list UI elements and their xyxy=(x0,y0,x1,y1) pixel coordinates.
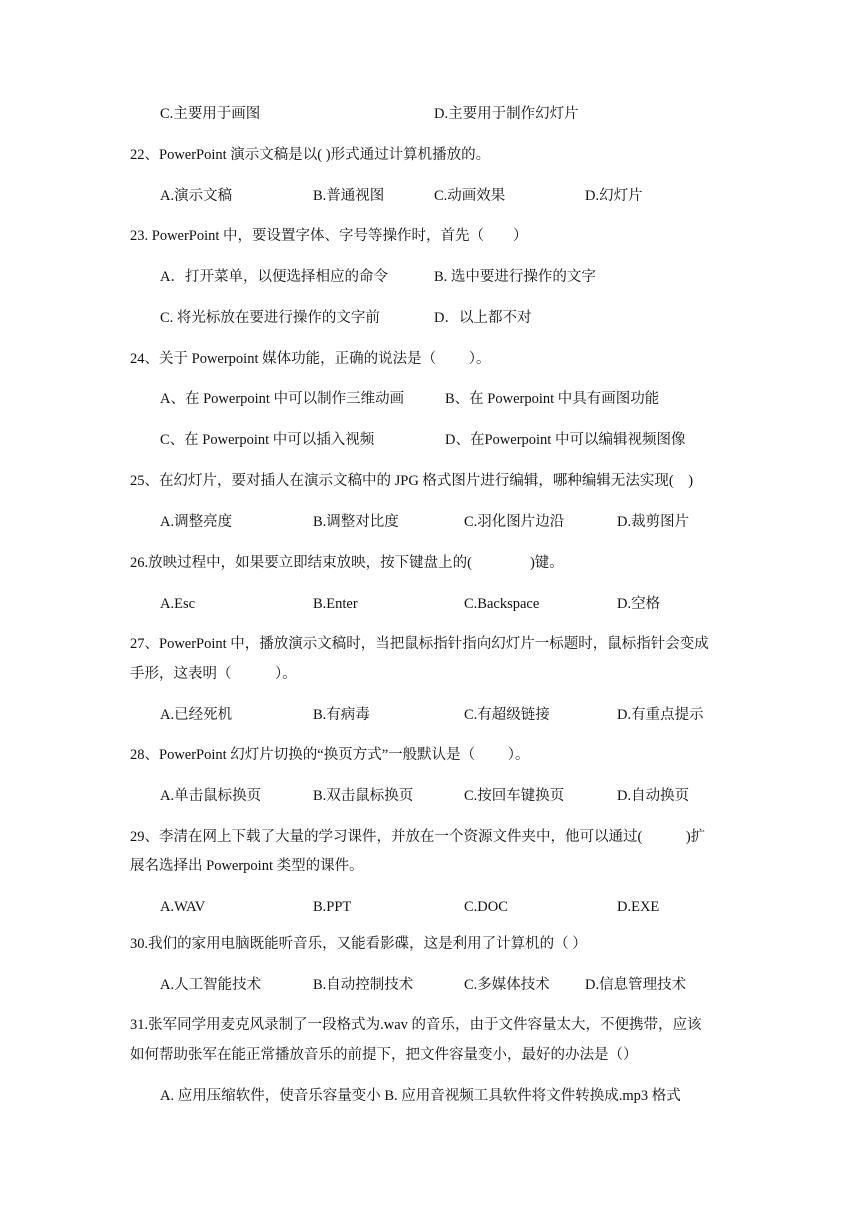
option-26-c: C.Backspace xyxy=(464,596,540,612)
question-22: 22、PowerPoint 演示文稿是以( )形式通过计算机播放的。 xyxy=(130,147,491,163)
option-28-a: A.单击鼠标换页 xyxy=(160,788,262,804)
option-21-c: C.主要用于画图 xyxy=(160,106,261,122)
option-27-a: A.已经死机 xyxy=(160,707,233,723)
question-30: 30.我们的家用电脑既能听音乐，又能看影碟，这是利用了计算机的（ ） xyxy=(130,936,587,952)
option-23-d: D．以上都不对 xyxy=(434,310,532,326)
option-23-c: C. 将光标放在要进行操作的文字前 xyxy=(160,310,380,326)
option-26-b: B.Enter xyxy=(313,596,358,612)
option-26-a: A.Esc xyxy=(160,596,196,612)
question-27-line-2: 手形，这表明（ ）。 xyxy=(130,666,297,682)
option-22-b: B.普通视图 xyxy=(313,188,385,204)
option-22-d: D.幻灯片 xyxy=(585,188,643,204)
option-25-a: A.调整亮度 xyxy=(160,514,233,530)
question-29-line-1: 29、李清在网上下载了大量的学习课件，并放在一个资源文件夹中，他可以通过( )扩 xyxy=(130,829,706,845)
option-22-a: A.演示文稿 xyxy=(160,188,233,204)
option-21-d: D.主要用于制作幻灯片 xyxy=(434,106,579,122)
option-27-d: D.有重点提示 xyxy=(617,707,704,723)
question-27-line-1: 27、PowerPoint 中，播放演示文稿时，当把鼠标指针指向幻灯片一标题时，鼠标指针会变成 xyxy=(130,636,709,652)
option-25-d: D.裁剪图片 xyxy=(617,514,690,530)
option-24-a: A、在 Powerpoint 中可以制作三维动画 xyxy=(160,391,405,407)
question-28: 28、PowerPoint 幻灯片切换的“换页方式”一般默认是（ ）。 xyxy=(130,747,530,763)
option-30-a: A.人工智能技术 xyxy=(160,977,262,993)
question-31-line-1: 31.张军同学用麦克风录制了一段格式为.wav 的音乐，由于文件容量太大，不便携带，应该 xyxy=(130,1017,702,1033)
question-29-line-2: 展名选择出 Powerpoint 类型的课件。 xyxy=(130,858,364,874)
option-24-c: C、在 Powerpoint 中可以插入视频 xyxy=(160,432,375,448)
option-29-c: C.DOC xyxy=(464,899,508,915)
option-29-a: A.WAV xyxy=(160,899,206,915)
option-31-ab: A. 应用压缩软件，使音乐容量变小 B. 应用音视频工具软件将文件转换成.mp3 格式 xyxy=(160,1088,681,1104)
option-24-d: D、在Powerpoint 中可以编辑视频图像 xyxy=(445,432,686,448)
option-30-d: D.信息管理技术 xyxy=(585,977,687,993)
question-23: 23. PowerPoint 中，要设置字体、字号等操作时，首先（ ） xyxy=(130,228,528,244)
option-25-c: C.羽化图片边沿 xyxy=(464,514,565,530)
option-26-d: D.空格 xyxy=(617,596,661,612)
question-26: 26.放映过程中，如果要立即结束放映，按下键盘上的( )键。 xyxy=(130,555,564,571)
option-23-a: A．打开菜单，以便选择相应的命令 xyxy=(160,269,388,285)
question-24: 24、关于 Powerpoint 媒体功能，正确的说法是（ ）。 xyxy=(130,351,491,367)
option-22-c: C.动画效果 xyxy=(434,188,506,204)
option-30-b: B.自动控制技术 xyxy=(313,977,414,993)
question-31-line-2: 如何帮助张军在能正常播放音乐的前提下，把文件容量变小，最好的办法是（） xyxy=(130,1047,638,1063)
option-28-b: B.双击鼠标换页 xyxy=(313,788,414,804)
option-27-b: B.有病毒 xyxy=(313,707,370,723)
option-24-b: B、在 Powerpoint 中具有画图功能 xyxy=(445,391,660,407)
option-30-c: C.多媒体技术 xyxy=(464,977,550,993)
option-23-b: B. 选中要进行操作的文字 xyxy=(434,269,596,285)
option-29-b: B.PPT xyxy=(313,899,352,915)
option-29-d: D.EXE xyxy=(617,899,660,915)
option-28-d: D.自动换页 xyxy=(617,788,690,804)
option-28-c: C.按回车键换页 xyxy=(464,788,565,804)
question-25: 25、在幻灯片，要对插人在演示文稿中的 JPG 格式图片进行编辑，哪种编辑无法实现( ) xyxy=(130,473,694,489)
option-25-b: B.调整对比度 xyxy=(313,514,399,530)
option-27-c: C.有超级链接 xyxy=(464,707,550,723)
